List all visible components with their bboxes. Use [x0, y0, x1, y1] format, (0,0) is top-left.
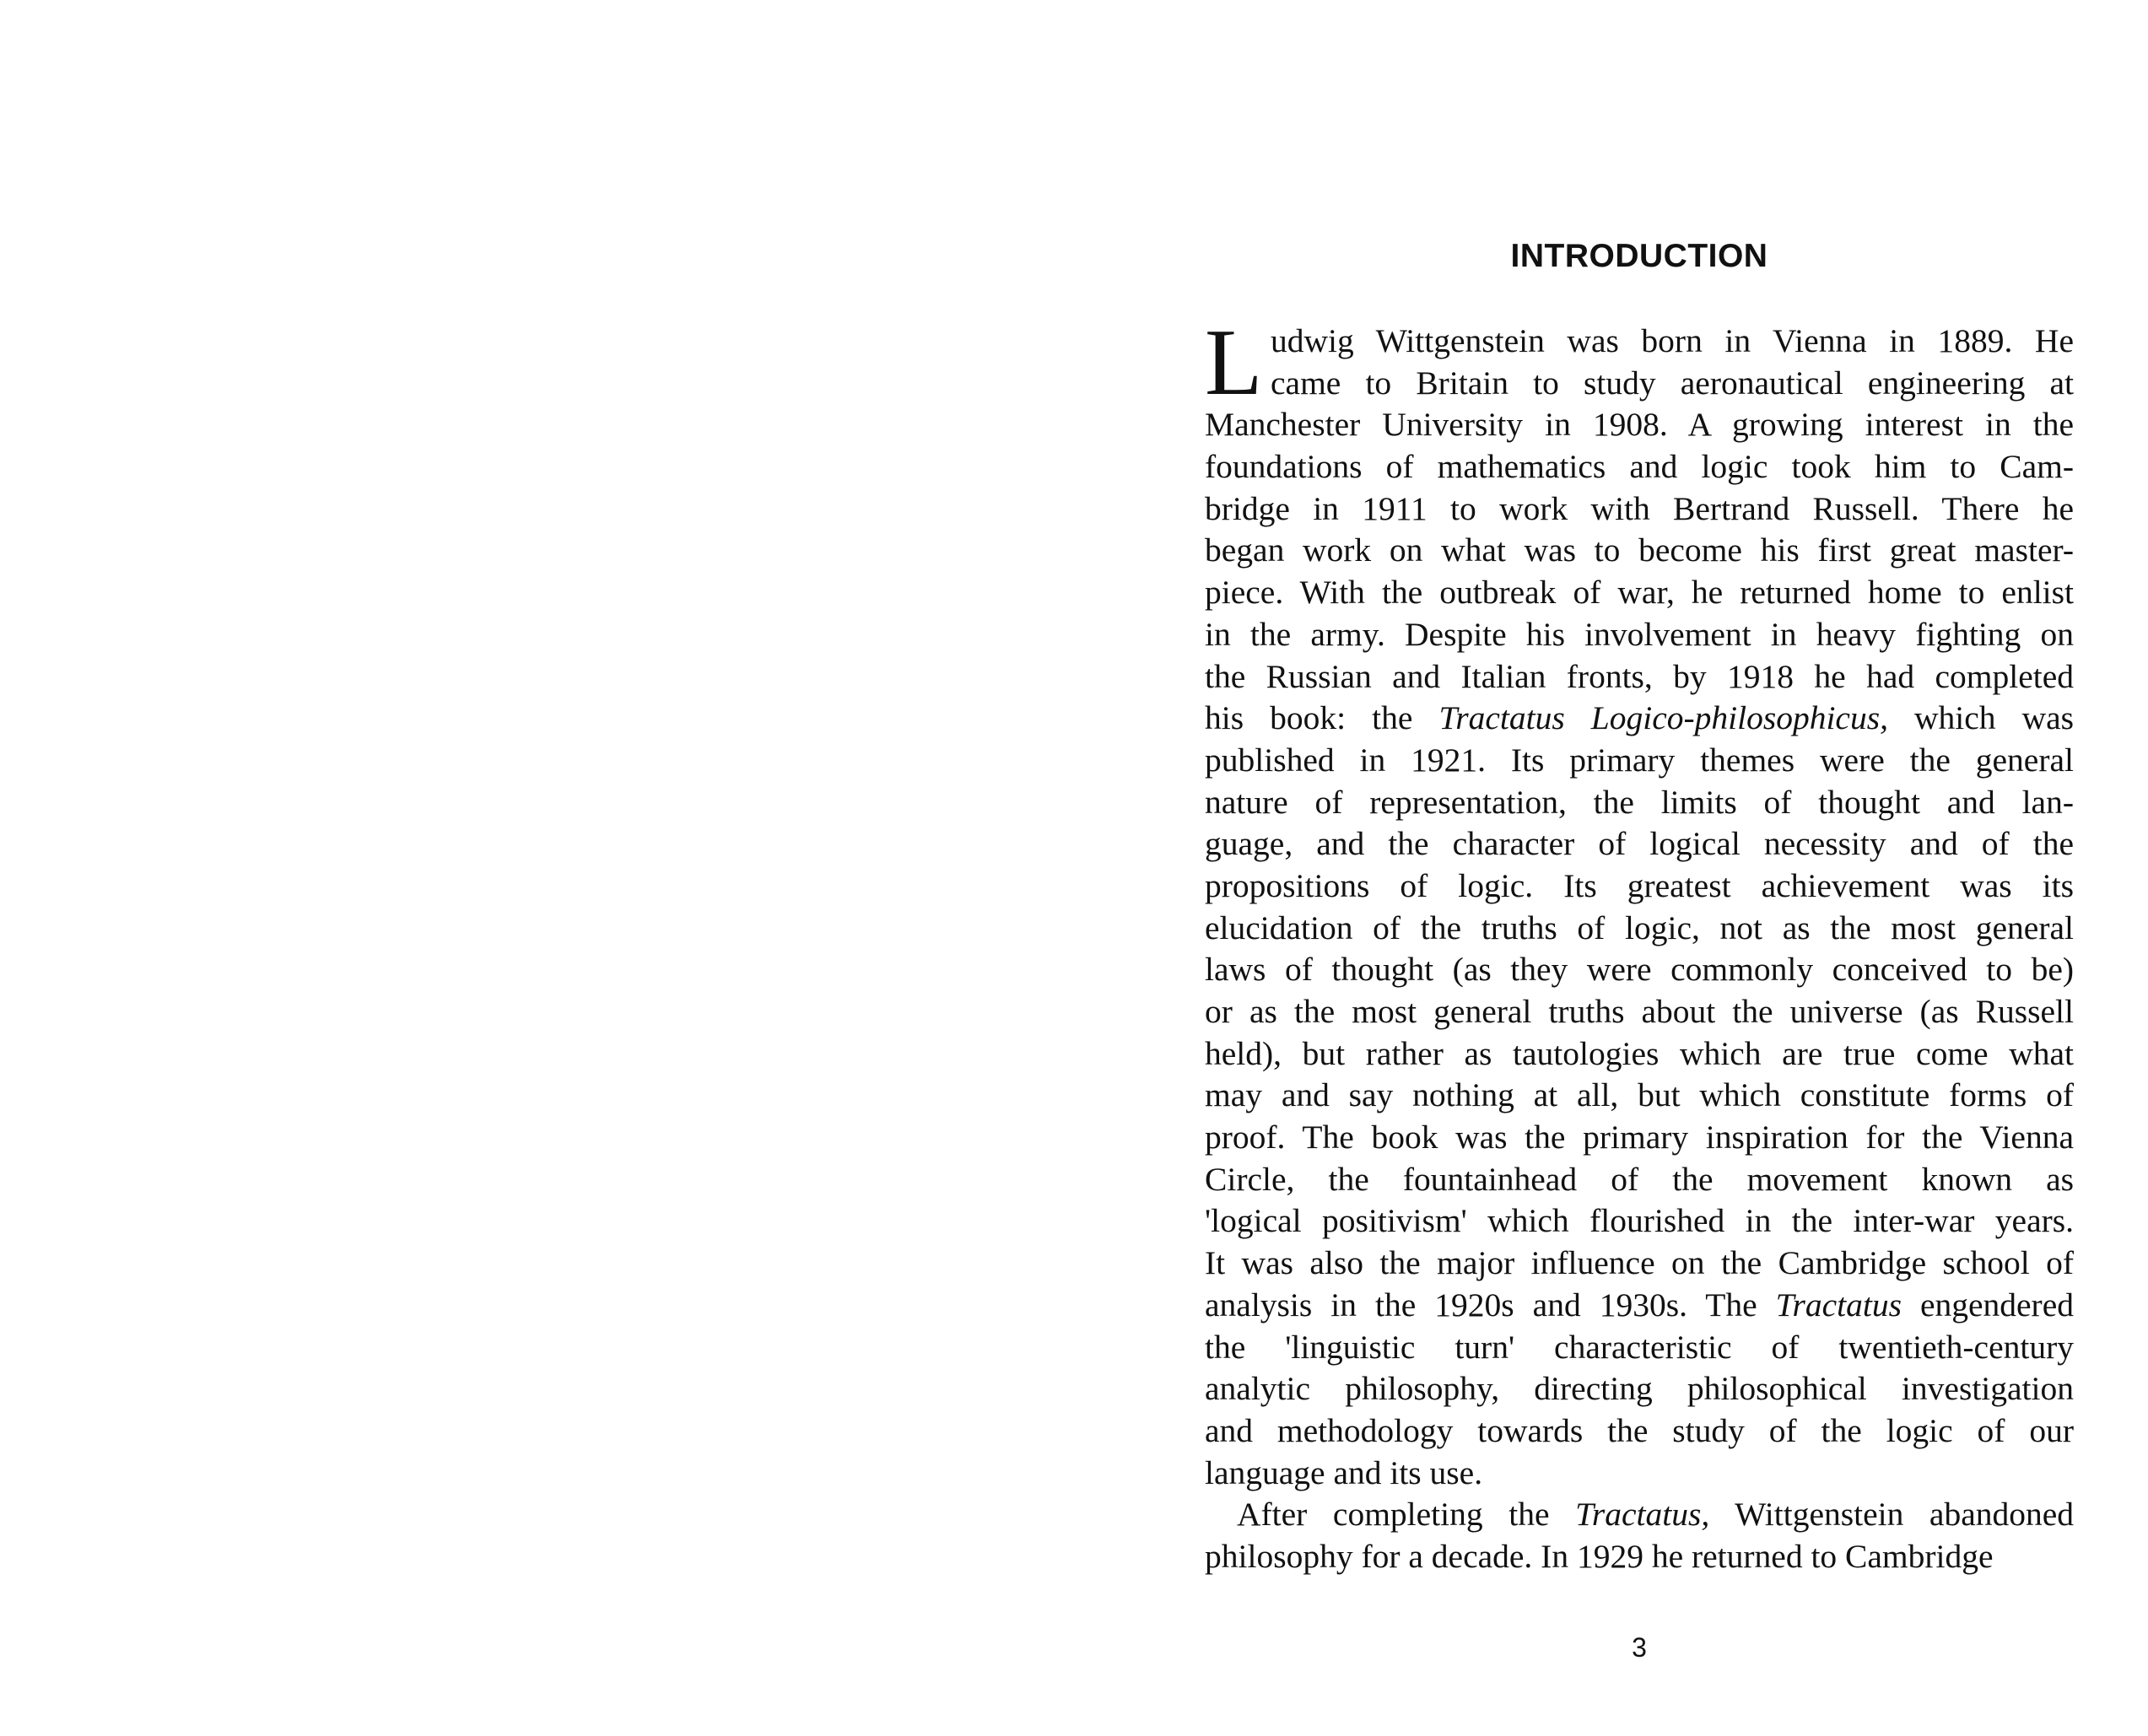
text-line: nature of representation, the limits of thought and lan-	[1205, 783, 2074, 821]
text-line: or as the most general truths about the universe (as Russell	[1205, 993, 2074, 1030]
text-line: After completing the Tractatus, Wittgenstein abandoned	[1237, 1496, 2075, 1534]
page-title: INTRODUCTION	[1510, 238, 1768, 274]
text-line: came to Britain to study aeronautical engineering at	[1271, 364, 2074, 402]
italic-title: Tractatus	[1775, 1286, 1902, 1324]
text-line: analytic philosophy, directing philosophical investigation	[1205, 1370, 2074, 1408]
text-line: may and say nothing at all, but which constitute forms of	[1205, 1076, 2074, 1114]
italic-title: Tractatus Logico-philosophicus,	[1438, 699, 1888, 737]
text-line: the Russian and Italian fronts, by 1918 he had completed	[1205, 657, 2074, 695]
drop-cap: L	[1205, 310, 1263, 415]
text-line: foundations of mathematics and logic took him to Cam-	[1205, 448, 2074, 486]
text-line: laws of thought (as they were commonly conceived to be)	[1205, 951, 2074, 989]
text-line: guage, and the character of logical necessity and of the	[1205, 825, 2074, 863]
text-line: in the army. Despite his involvement in heavy fighting on	[1205, 615, 2074, 653]
text-line: bridge in 1911 to work with Bertrand Russell. There he	[1205, 489, 2074, 527]
text-line: 'logical positivism' which flourished in the inter-war years.	[1205, 1202, 2074, 1240]
text-line: his book: the Tractatus Logico-philosophicus, which was	[1205, 699, 2075, 737]
text-line: published in 1921. Its primary themes were the general	[1205, 741, 2074, 779]
text-line: propositions of logic. Its greatest achievement was its	[1205, 866, 2074, 904]
text-line: and methodology towards the study of the logic of our	[1205, 1411, 2074, 1449]
page-number: 3	[1632, 1632, 1647, 1663]
text-line: began work on what was to become his first great master-	[1205, 531, 2074, 569]
text-line: udwig Wittgenstein was born in Vienna in 1889. He	[1271, 322, 2074, 359]
text-line: analysis in the 1920s and 1930s. The Tractatus engendered	[1205, 1286, 2074, 1324]
text-line: language and its use.	[1205, 1453, 1483, 1491]
text-line: held), but rather as tautologies which are true come what	[1205, 1034, 2074, 1072]
text-line: the 'linguistic turn' characteristic of twentieth-century	[1205, 1328, 2074, 1366]
text-line: Circle, the fountainhead of the movement known as	[1205, 1160, 2074, 1198]
text-line: Manchester University in 1908. A growing interest in the	[1205, 406, 2074, 444]
text-line: It was also the major influence on the Cambridge school of	[1205, 1244, 2074, 1282]
italic-title: Tractatus,	[1575, 1496, 1710, 1534]
text-line: elucidation of the truths of logic, not as the most general	[1205, 908, 2074, 946]
text-line: piece. With the outbreak of war, he returned home to enlist	[1205, 574, 2074, 612]
introduction-text	[1205, 310, 2075, 1578]
text-line: philosophy for a decade. In 1929 he returned to Cambridge	[1205, 1537, 1994, 1575]
text-line: proof. The book was the primary inspiration for the Vienna	[1205, 1119, 2074, 1156]
